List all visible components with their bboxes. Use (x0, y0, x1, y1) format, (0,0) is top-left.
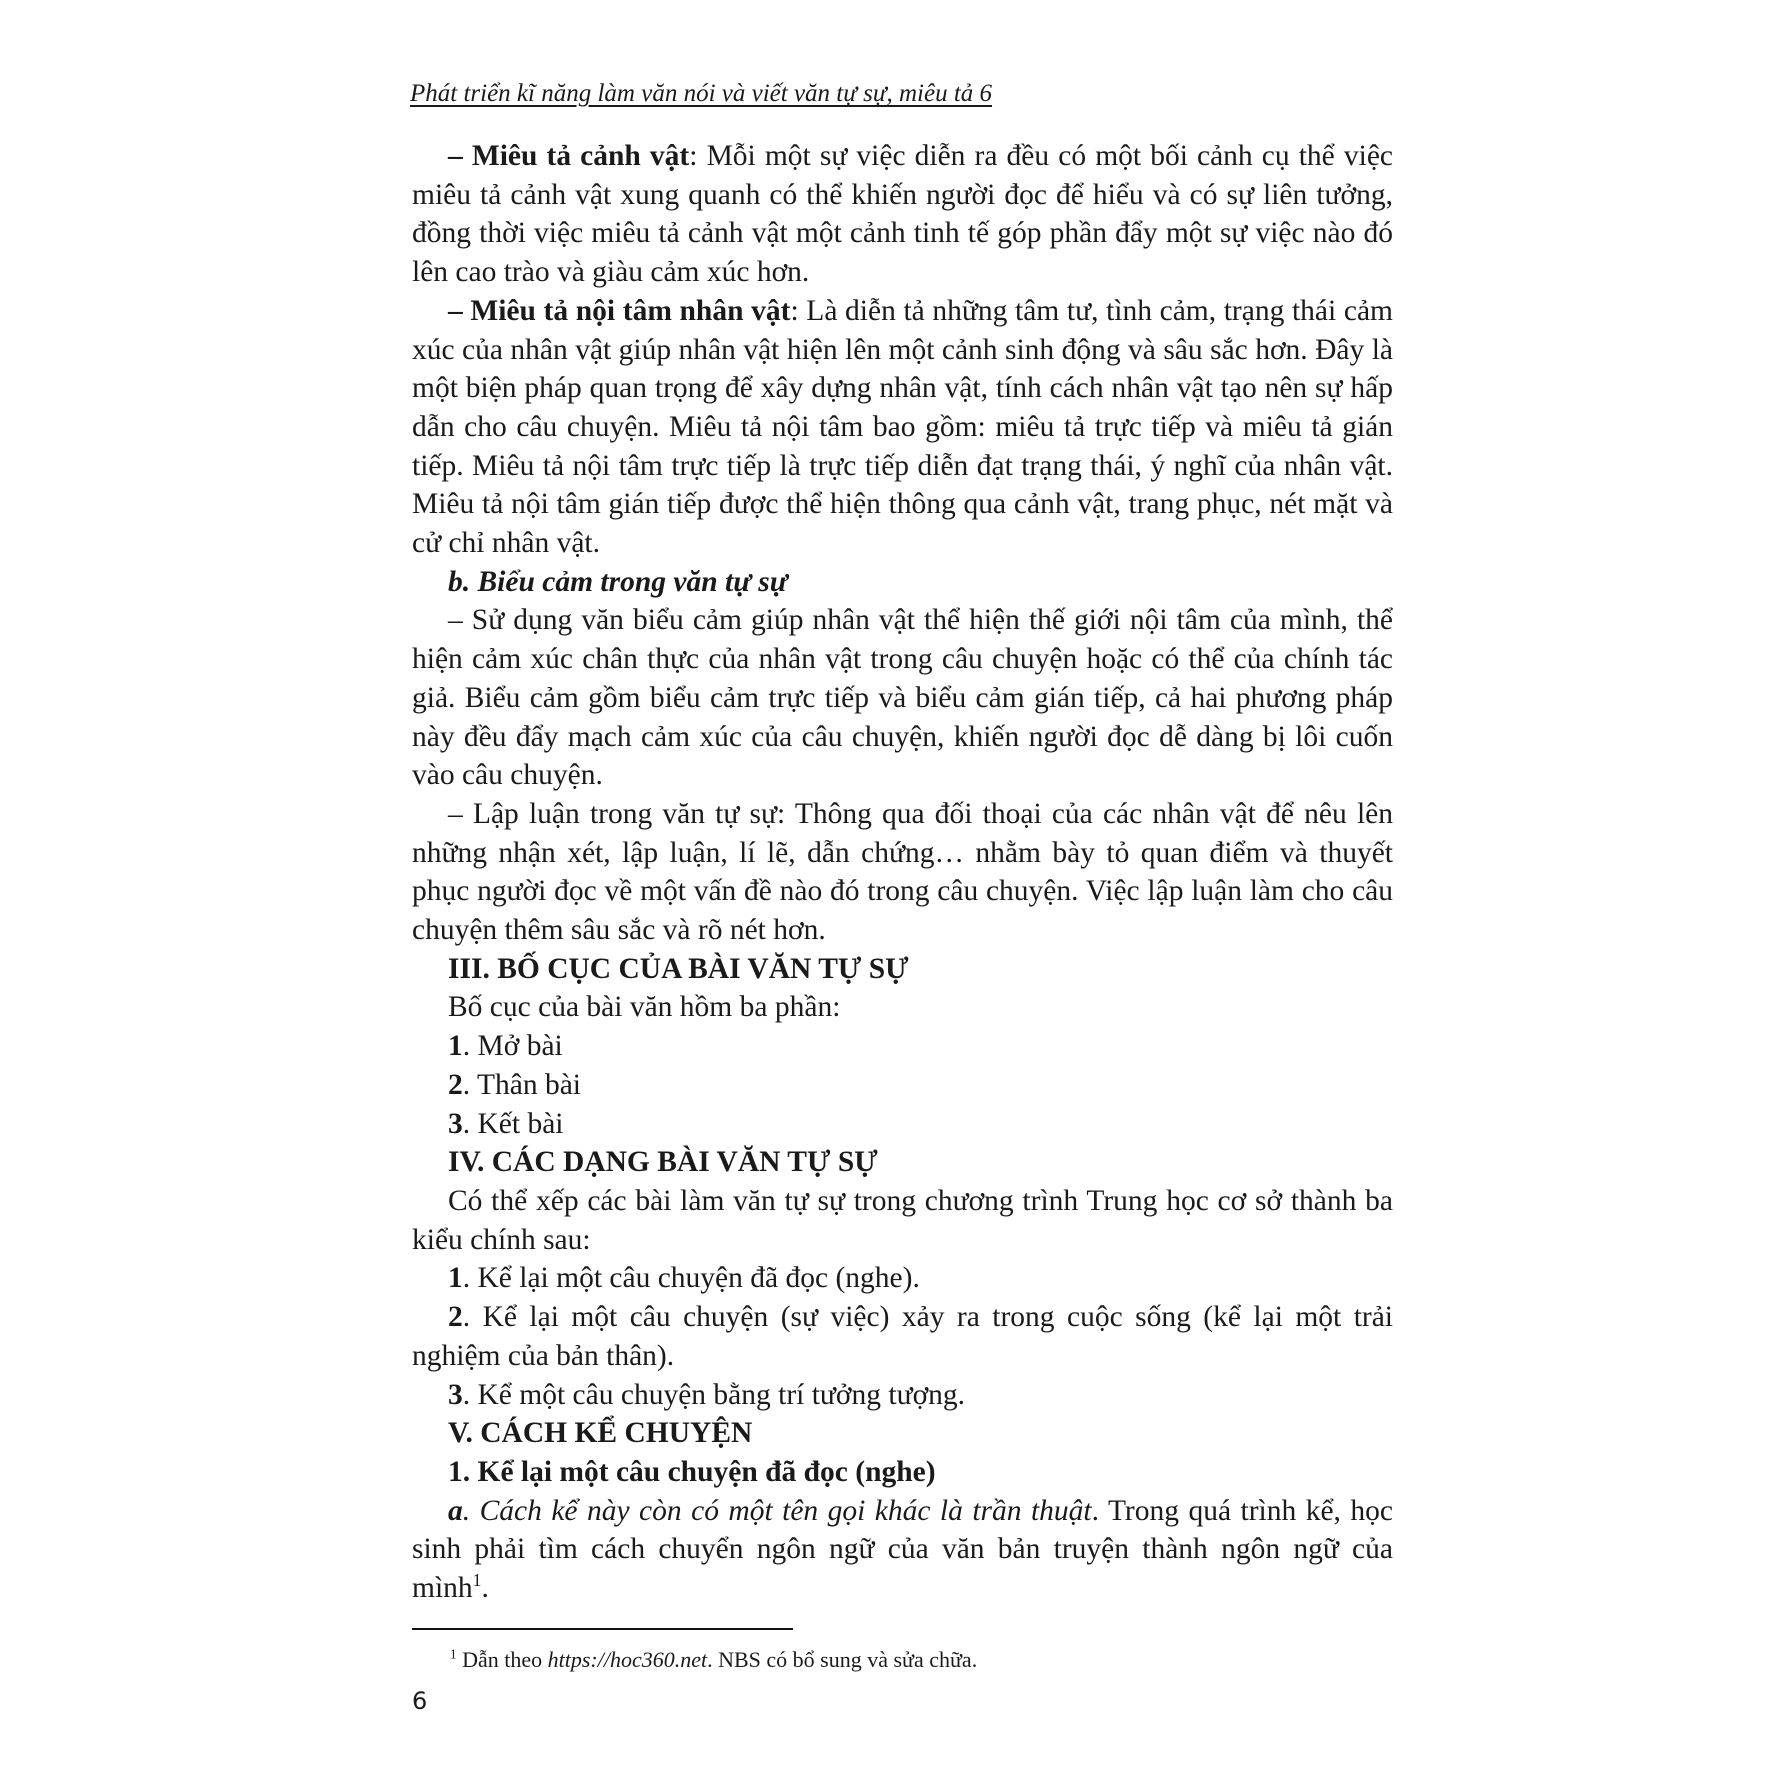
section-heading-3: III. BỐ CỤC CỦA BÀI VĂN TỰ SỰ (448, 952, 909, 985)
subsection-heading: 1. Kể lại một câu chuyện đã đọc (nghe) (448, 1455, 936, 1488)
list-text: . Kể lại một câu chuyện (sự việc) xảy ra trong cuộc sống (kể lại một trải nghiệm của bản thân). (412, 1301, 1393, 1372)
footnote-separator (412, 1628, 793, 1630)
list-item (412, 1376, 1393, 1415)
list-text: . Kết bài (462, 1107, 564, 1140)
paragraph-argument: – Lập luận trong văn tự sự: Thông qua đối thoại của các nhân vật để nêu lên những nhận xét, lập luận, lí lẽ, dẫn chứng… nhằm bày tỏ quan điểm và thuyết phục người đọc về một vấn đề nào đó trong câu chuyện. Việc lập luận làm cho câu chuyện thêm sâu sắc và rõ nét hơn. (412, 797, 1393, 947)
paragraph-text: . Trong quá trình kể, học sinh phải tìm cách chuyển ngôn ngữ của văn bản truyện thành ngôn ngữ của mình (412, 1494, 1393, 1605)
list-item (412, 1066, 1393, 1105)
running-header: Phát triển kĩ năng làm văn nói và viết văn tự sự, miêu tả 6 (410, 80, 993, 107)
subheading-b (412, 563, 1393, 602)
list-item (412, 1298, 1393, 1375)
list-number: 2 (448, 1068, 463, 1101)
paragraph-text: : Mỗi một sự việc diễn ra đều có một bối cảnh cụ thể việc miêu tả cảnh vật xung quanh có thể khiến người đọc để hiểu và có sự liên tưởng, đồng thời việc miêu tả cảnh vật một cảnh tinh tế góp phần đẩy một sự việc nào đó lên cao trào và giàu cảm xúc hơn. (412, 140, 1394, 289)
paragraph-landscape-description (412, 137, 1393, 292)
paragraph-narration (412, 1492, 1393, 1608)
list-number: 1 (448, 1262, 463, 1295)
list-text: . Kể một câu chuyện bằng trí tưởng tượng. (462, 1378, 966, 1411)
subheading-text: b. Biểu cảm trong văn tự sự (448, 565, 788, 598)
page-number: 6 (412, 1687, 428, 1715)
term-label: – Miêu tả cảnh vật (448, 140, 690, 172)
section-heading-5: V. CÁCH KỂ CHUYỆN (448, 1417, 753, 1450)
paragraph-text: : Là diễn tả những tâm tư, tình cảm, trạng thái cảm xúc của nhân vật giúp nhân vật hiện lên một cảnh sinh động và sâu sắc hơn. Đây là một biện pháp quan trọng để xây dựng nhân vật, tính cách nhân vật tạo nên sự hấp dẫn cho câu chuyện. Miêu tả nội tâm bao gồm: miêu tả trực tiếp và miêu tả gián tiếp. Miêu tả nội tâm trực tiếp là trực tiếp diễn đạt trạng thái, ý nghĩ của nhân vật. Miêu tả nội tâm gián tiếp được thể hiện thông qua cảnh vật, trang phục, nét mặt và cử chỉ nhân vật. (412, 294, 1393, 560)
paragraph-inner-description (412, 292, 1393, 563)
footnote-marker: 1 (450, 1646, 457, 1662)
item-label: a (448, 1494, 463, 1527)
footnote-reference[interactable]: 1 (472, 1570, 482, 1591)
section-heading-4: IV. CÁC DẠNG BÀI VĂN TỰ SỰ (448, 1146, 878, 1179)
list-number: 1 (448, 1030, 463, 1063)
footnote-link[interactable]: https://hoc360.net (547, 1647, 708, 1672)
list-item (412, 1105, 1393, 1144)
footnote-text: Dẫn theo (456, 1647, 548, 1672)
list-item (412, 1259, 1393, 1298)
list-text: . Kể lại một câu chuyện đã đọc (nghe). (462, 1262, 920, 1295)
footnote (450, 1646, 977, 1674)
footnote-text: . NBS có bổ sung và sửa chữa. (707, 1647, 978, 1672)
section-intro: Có thể xếp các bài làm văn tự sự trong chương trình Trung học cơ sở thành ba kiểu chính sau: (412, 1184, 1393, 1256)
list-text: . Mở bài (462, 1030, 563, 1063)
list-number: 3 (448, 1107, 463, 1140)
paragraph-expression: – Sử dụng văn biểu cảm giúp nhân vật thể hiện thế giới nội tâm của mình, thể hiện cảm xúc chân thực của nhân vật trong câu chuyện hoặc có thể của chính tác giả. Biểu cảm gồm biểu cảm trực tiếp và biểu cảm gián tiếp, cả hai phương pháp này đều đẩy mạch cảm xúc của câu chuyện, khiến người đọc dễ dàng bị lôi cuốn vào câu chuyện. (412, 604, 1393, 792)
italic-text: . Cách kể này còn có một tên gọi khác là trần thuật (462, 1494, 1092, 1527)
page-body (412, 137, 1393, 1608)
list-item (412, 1027, 1393, 1066)
list-text: . Thân bài (462, 1068, 581, 1101)
list-number: 2 (448, 1301, 463, 1334)
paragraph-end: . (481, 1572, 489, 1605)
list-number: 3 (448, 1378, 463, 1411)
term-label: – Miêu tả nội tâm nhân vật (448, 294, 791, 327)
section-intro: Bố cục của bài văn hồm ba phần: (448, 991, 841, 1024)
